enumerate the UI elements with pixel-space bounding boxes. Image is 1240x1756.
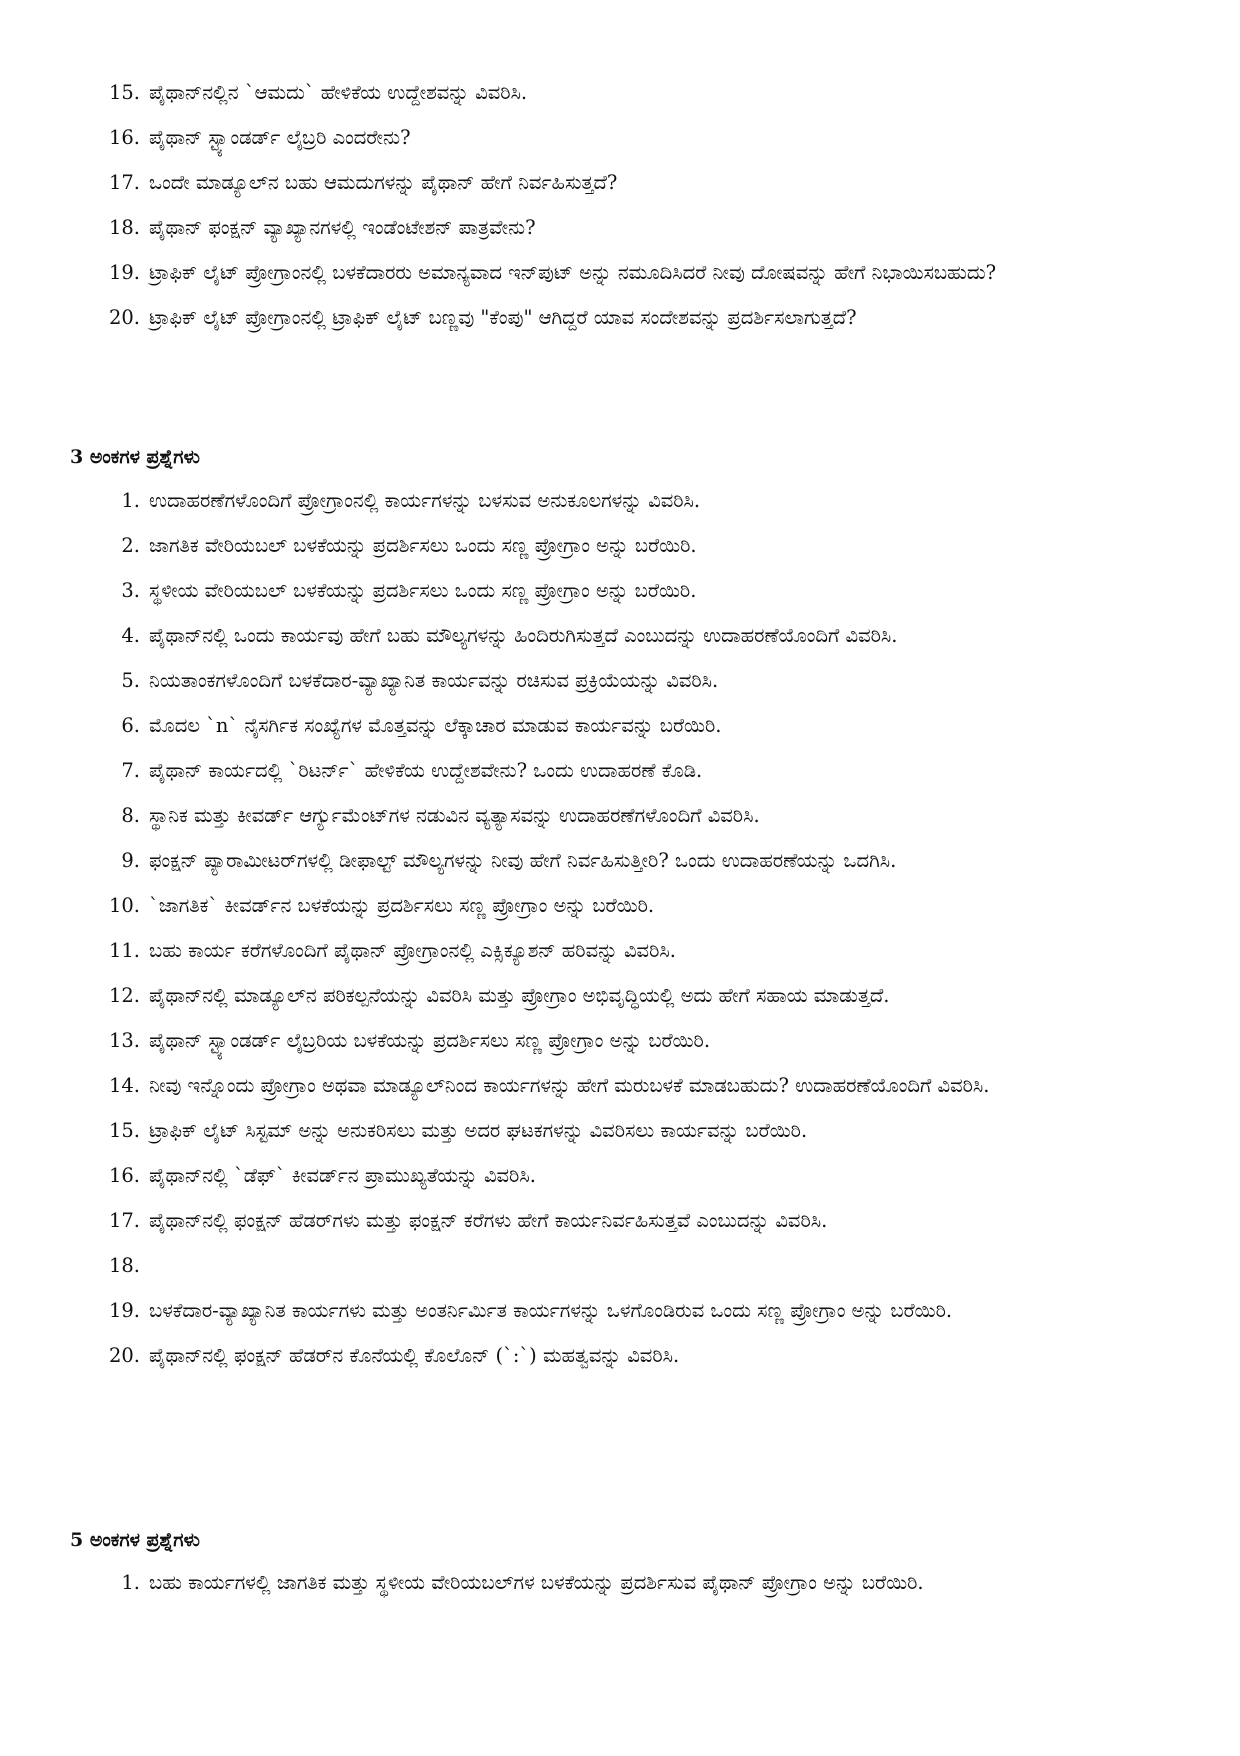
question-number: 19. [108,261,140,284]
question-number: 18. [108,1254,140,1277]
question-text: ಬಹು ಕಾರ್ಯ ಕರೆಗಳೊಂದಿಗೆ ಪೈಥಾನ್ ಪ್ರೋಗ್ರಾಂನಲ್ಲಿ ಎಕ್ಸಿಕ್ಯೂಶನ್ ಹರಿವನ್ನು ವಿವರಿಸಿ. [149,939,676,962]
question-text: ಪೈಥಾನ್‌ನಲ್ಲಿನ `ಆಮದು` ಹೇಳಿಕೆಯ ಉದ್ದೇಶವನ್ನು ವಿವರಿಸಿ. [149,81,528,104]
question-number: 3. [121,579,140,602]
question-item [0,70,1240,115]
question-number: 18. [108,216,140,239]
question-text: ಬಳಕೆದಾರ-ವ್ಯಾಖ್ಯಾನಿತ ಕಾರ್ಯಗಳು ಮತ್ತು ಅಂತರ್ನಿರ್ಮಿತ ಕಾರ್ಯಗಳನ್ನು ಒಳಗೊಂಡಿರುವ ಒಂದು ಸಣ್ಣ ಪ್ರೋಗ್ರಾಂ ಅನ್ನು ಬರೆಯಿರಿ. [149,1299,953,1322]
question-text: ಪೈಥಾನ್‌ನಲ್ಲಿ ಫಂಕ್ಷನ್ ಹೆಡರ್‌ಗಳು ಮತ್ತು ಫಂಕ್ಷನ್ ಕರೆಗಳು ಹೇಗೆ ಕಾರ್ಯನಿರ್ವಹಿಸುತ್ತವೆ ಎಂಬುದನ್ನು ವಿವರಿಸಿ. [149,1209,828,1232]
question-number: 15. [108,81,140,104]
question-item [0,205,1240,250]
question-item [0,613,1240,658]
question-number: 17. [108,171,140,194]
question-text: ಪೈಥಾನ್‌ನಲ್ಲಿ ಫಂಕ್ಷನ್ ಹೆಡರ್‌ನ ಕೊನೆಯಲ್ಲಿ ಕೊಲೊನ್ (`:`) ಮಹತ್ವವನ್ನು ವಿವರಿಸಿ. [149,1344,680,1367]
question-item [0,478,1240,523]
question-number: 10. [108,894,140,917]
question-text: ಪೈಥಾನ್‌ನಲ್ಲಿ ಒಂದು ಕಾರ್ಯವು ಹೇಗೆ ಬಹು ಮೌಲ್ಯಗಳನ್ನು ಹಿಂದಿರುಗಿಸುತ್ತದೆ ಎಂಬುದನ್ನು ಉದಾಹರಣೆಯೊಂದಿಗೆ ವಿವರಿಸಿ. [149,624,898,647]
question-item [0,1560,1240,1605]
question-text: ಟ್ರಾಫಿಕ್ ಲೈಟ್ ಪ್ರೋಗ್ರಾಂನಲ್ಲಿ ಟ್ರಾಫಿಕ್ ಲೈಟ್ ಬಣ್ಣವು "ಕೆಂಪು" ಆಗಿದ್ದರೆ ಯಾವ ಸಂದೇಶವನ್ನು ಪ್ರದರ್ಶಿಸಲಾಗುತ್ತದೆ? [149,306,857,329]
question-text: ಜಾಗತಿಕ ವೇರಿಯಬಲ್ ಬಳಕೆಯನ್ನು ಪ್ರದರ್ಶಿಸಲು ಒಂದು ಸಣ್ಣ ಪ್ರೋಗ್ರಾಂ ಅನ್ನು ಬರೆಯಿರಿ. [149,534,697,557]
question-item [0,568,1240,613]
question-text: ಟ್ರಾಫಿಕ್ ಲೈಟ್ ಸಿಸ್ಟಮ್ ಅನ್ನು ಅನುಕರಿಸಲು ಮತ್ತು ಅದರ ಘಟಕಗಳನ್ನು ವಿವರಿಸಲು ಕಾರ್ಯವನ್ನು ಬರೆಯಿರಿ. [149,1119,808,1142]
question-text: ಪೈಥಾನ್ ಕಾರ್ಯದಲ್ಲಿ `ರಿಟರ್ನ್` ಹೇಳಿಕೆಯ ಉದ್ದೇಶವೇನು? ಒಂದು ಉದಾಹರಣೆ ಕೊಡಿ. [149,759,703,782]
question-item [0,1288,1240,1333]
question-text: ಒಂದೇ ಮಾಡ್ಯೂಲ್‌ನ ಬಹು ಆಮದುಗಳನ್ನು ಪೈಥಾನ್ ಹೇಗೆ ನಿರ್ವಹಿಸುತ್ತದೆ? [149,171,618,194]
question-item [0,928,1240,973]
question-list-3-marks [0,478,1240,1378]
question-item [0,658,1240,703]
question-text: ನಿಯತಾಂಕಗಳೊಂದಿಗೆ ಬಳಕೆದಾರ-ವ್ಯಾಖ್ಯಾನಿತ ಕಾರ್ಯವನ್ನು ರಚಿಸುವ ಪ್ರಕ್ರಿಯೆಯನ್ನು ವಿವರಿಸಿ. [149,669,719,692]
question-number: 1. [121,489,140,512]
question-number: 9. [121,849,140,872]
question-text: `ಜಾಗತಿಕ` ಕೀವರ್ಡ್‌ನ ಬಳಕೆಯನ್ನು ಪ್ರದರ್ಶಿಸಲು ಸಣ್ಣ ಪ್ರೋಗ್ರಾಂ ಅನ್ನು ಬರೆಯಿರಿ. [149,894,655,917]
question-text: ಪೈಥಾನ್ ಸ್ಟ್ಯಾಂಡರ್ಡ್ ಲೈಬ್ರರಿಯ ಬಳಕೆಯನ್ನು ಪ್ರದರ್ಶಿಸಲು ಸಣ್ಣ ಪ್ರೋಗ್ರಾಂ ಅನ್ನು ಬರೆಯಿರಿ. [149,1029,711,1052]
question-number: 19. [108,1299,140,1322]
question-text: ಪೈಥಾನ್ ಫಂಕ್ಷನ್ ವ್ಯಾಖ್ಯಾನಗಳಲ್ಲಿ ಇಂಡೆಂಟೇಶನ್ ಪಾತ್ರವೇನು? [149,216,536,239]
question-number: 11. [108,939,140,962]
question-number: 15. [108,1119,140,1142]
question-item [0,1333,1240,1378]
question-item [0,703,1240,748]
question-number: 7. [121,759,140,782]
question-item [0,1198,1240,1243]
section-heading-5-marks: 5 ಅಂಕಗಳ ಪ್ರಶ್ನೆಗಳು [70,1529,200,1551]
question-text: ಮೊದಲ `n` ನೈಸರ್ಗಿಕ ಸಂಖ್ಯೆಗಳ ಮೊತ್ತವನ್ನು ಲೆಕ್ಕಾಚಾರ ಮಾಡುವ ಕಾರ್ಯವನ್ನು ಬರೆಯಿರಿ. [149,714,722,737]
question-number: 4. [121,624,140,647]
question-text: ಪೈಥಾನ್ ಸ್ಟ್ಯಾಂಡರ್ಡ್ ಲೈಬ್ರರಿ ಎಂದರೇನು? [149,126,411,149]
section-heading-3-marks: 3 ಅಂಕಗಳ ಪ್ರಶ್ನೆಗಳು [70,446,200,468]
question-text: ನೀವು ಇನ್ನೊಂದು ಪ್ರೋಗ್ರಾಂ ಅಥವಾ ಮಾಡ್ಯೂಲ್‌ನಿಂದ ಕಾರ್ಯಗಳನ್ನು ಹೇಗೆ ಮರುಬಳಕೆ ಮಾಡಬಹುದು? ಉದಾಹರಣೆಯೊಂದಿಗೆ ವಿವರಿಸಿ. [149,1074,990,1097]
question-number: 16. [108,126,140,149]
question-text: ಸ್ಥಾನಿಕ ಮತ್ತು ಕೀವರ್ಡ್ ಆರ್ಗ್ಯುಮೆಂಟ್‌ಗಳ ನಡುವಿನ ವ್ಯತ್ಯಾಸವನ್ನು ಉದಾಹರಣೆಗಳೊಂದಿಗೆ ವಿವರಿಸಿ. [149,804,760,827]
question-number: 20. [108,306,140,329]
question-text: ಫಂಕ್ಷನ್ ಪ್ಯಾರಾಮೀಟರ್‌ಗಳಲ್ಲಿ ಡೀಫಾಲ್ಟ್ ಮೌಲ್ಯಗಳನ್ನು ನೀವು ಹೇಗೆ ನಿರ್ವಹಿಸುತ್ತೀರಿ? ಒಂದು ಉದಾಹರಣೆಯನ್ನು ಒದಗಿಸಿ. [149,849,897,872]
question-item [0,295,1240,340]
question-number: 1. [121,1571,140,1594]
question-text: ಬಹು ಕಾರ್ಯಗಳಲ್ಲಿ ಜಾಗತಿಕ ಮತ್ತು ಸ್ಥಳೀಯ ವೇರಿಯಬಲ್‌ಗಳ ಬಳಕೆಯನ್ನು ಪ್ರದರ್ಶಿಸುವ ಪೈಥಾನ್ ಪ್ರೋಗ್ರಾಂ ಅನ್ನು ಬರೆಯಿರಿ. [149,1571,924,1594]
question-number: 8. [121,804,140,827]
question-text: ಪೈಥಾನ್‌ನಲ್ಲಿ `ಡೆಫ್` ಕೀವರ್ಡ್‌ನ ಪ್ರಾಮುಖ್ಯತೆಯನ್ನು ವಿವರಿಸಿ. [149,1164,536,1187]
question-item [0,115,1240,160]
question-item [0,250,1240,295]
question-text: ಸ್ಥಳೀಯ ವೇರಿಯಬಲ್ ಬಳಕೆಯನ್ನು ಪ್ರದರ್ಶಿಸಲು ಒಂದು ಸಣ್ಣ ಪ್ರೋಗ್ರಾಂ ಅನ್ನು ಬರೆಯಿರಿ. [149,579,697,602]
question-item [0,838,1240,883]
question-number: 6. [121,714,140,737]
question-item [0,883,1240,928]
question-item [0,1063,1240,1108]
question-item [0,1018,1240,1063]
question-item [0,748,1240,793]
question-list-5-marks [0,1560,1240,1605]
question-text: ಉದಾಹರಣೆಗಳೊಂದಿಗೆ ಪ್ರೋಗ್ರಾಂನಲ್ಲಿ ಕಾರ್ಯಗಳನ್ನು ಬಳಸುವ ಅನುಕೂಲಗಳನ್ನು ವಿವರಿಸಿ. [149,489,701,512]
question-number: 13. [108,1029,140,1052]
question-number: 2. [121,534,140,557]
question-number: 14. [108,1074,140,1097]
question-number: 5. [121,669,140,692]
question-number: 16. [108,1164,140,1187]
question-number: 20. [108,1344,140,1367]
question-item [0,160,1240,205]
question-number: 12. [108,984,140,1007]
question-number: 17. [108,1209,140,1232]
question-item [0,1243,1240,1288]
question-list-continued [0,70,1240,340]
question-item [0,793,1240,838]
question-item [0,1153,1240,1198]
question-item [0,973,1240,1018]
question-item [0,523,1240,568]
question-text: ಪೈಥಾನ್‌ನಲ್ಲಿ ಮಾಡ್ಯೂಲ್‌ನ ಪರಿಕಲ್ಪನೆಯನ್ನು ವಿವರಿಸಿ ಮತ್ತು ಪ್ರೋಗ್ರಾಂ ಅಭಿವೃದ್ಧಿಯಲ್ಲಿ ಅದು ಹೇಗೆ ಸಹಾಯ ಮಾಡುತ್ತದೆ. [149,984,890,1007]
question-text: ಟ್ರಾಫಿಕ್ ಲೈಟ್ ಪ್ರೋಗ್ರಾಂನಲ್ಲಿ ಬಳಕೆದಾರರು ಅಮಾನ್ಯವಾದ ಇನ್‌ಪುಟ್ ಅನ್ನು ನಮೂದಿಸಿದರೆ ನೀವು ದೋಷವನ್ನು ಹೇಗೆ ನಿಭಾಯಿಸಬಹುದು? [149,261,997,284]
question-item [0,1108,1240,1153]
